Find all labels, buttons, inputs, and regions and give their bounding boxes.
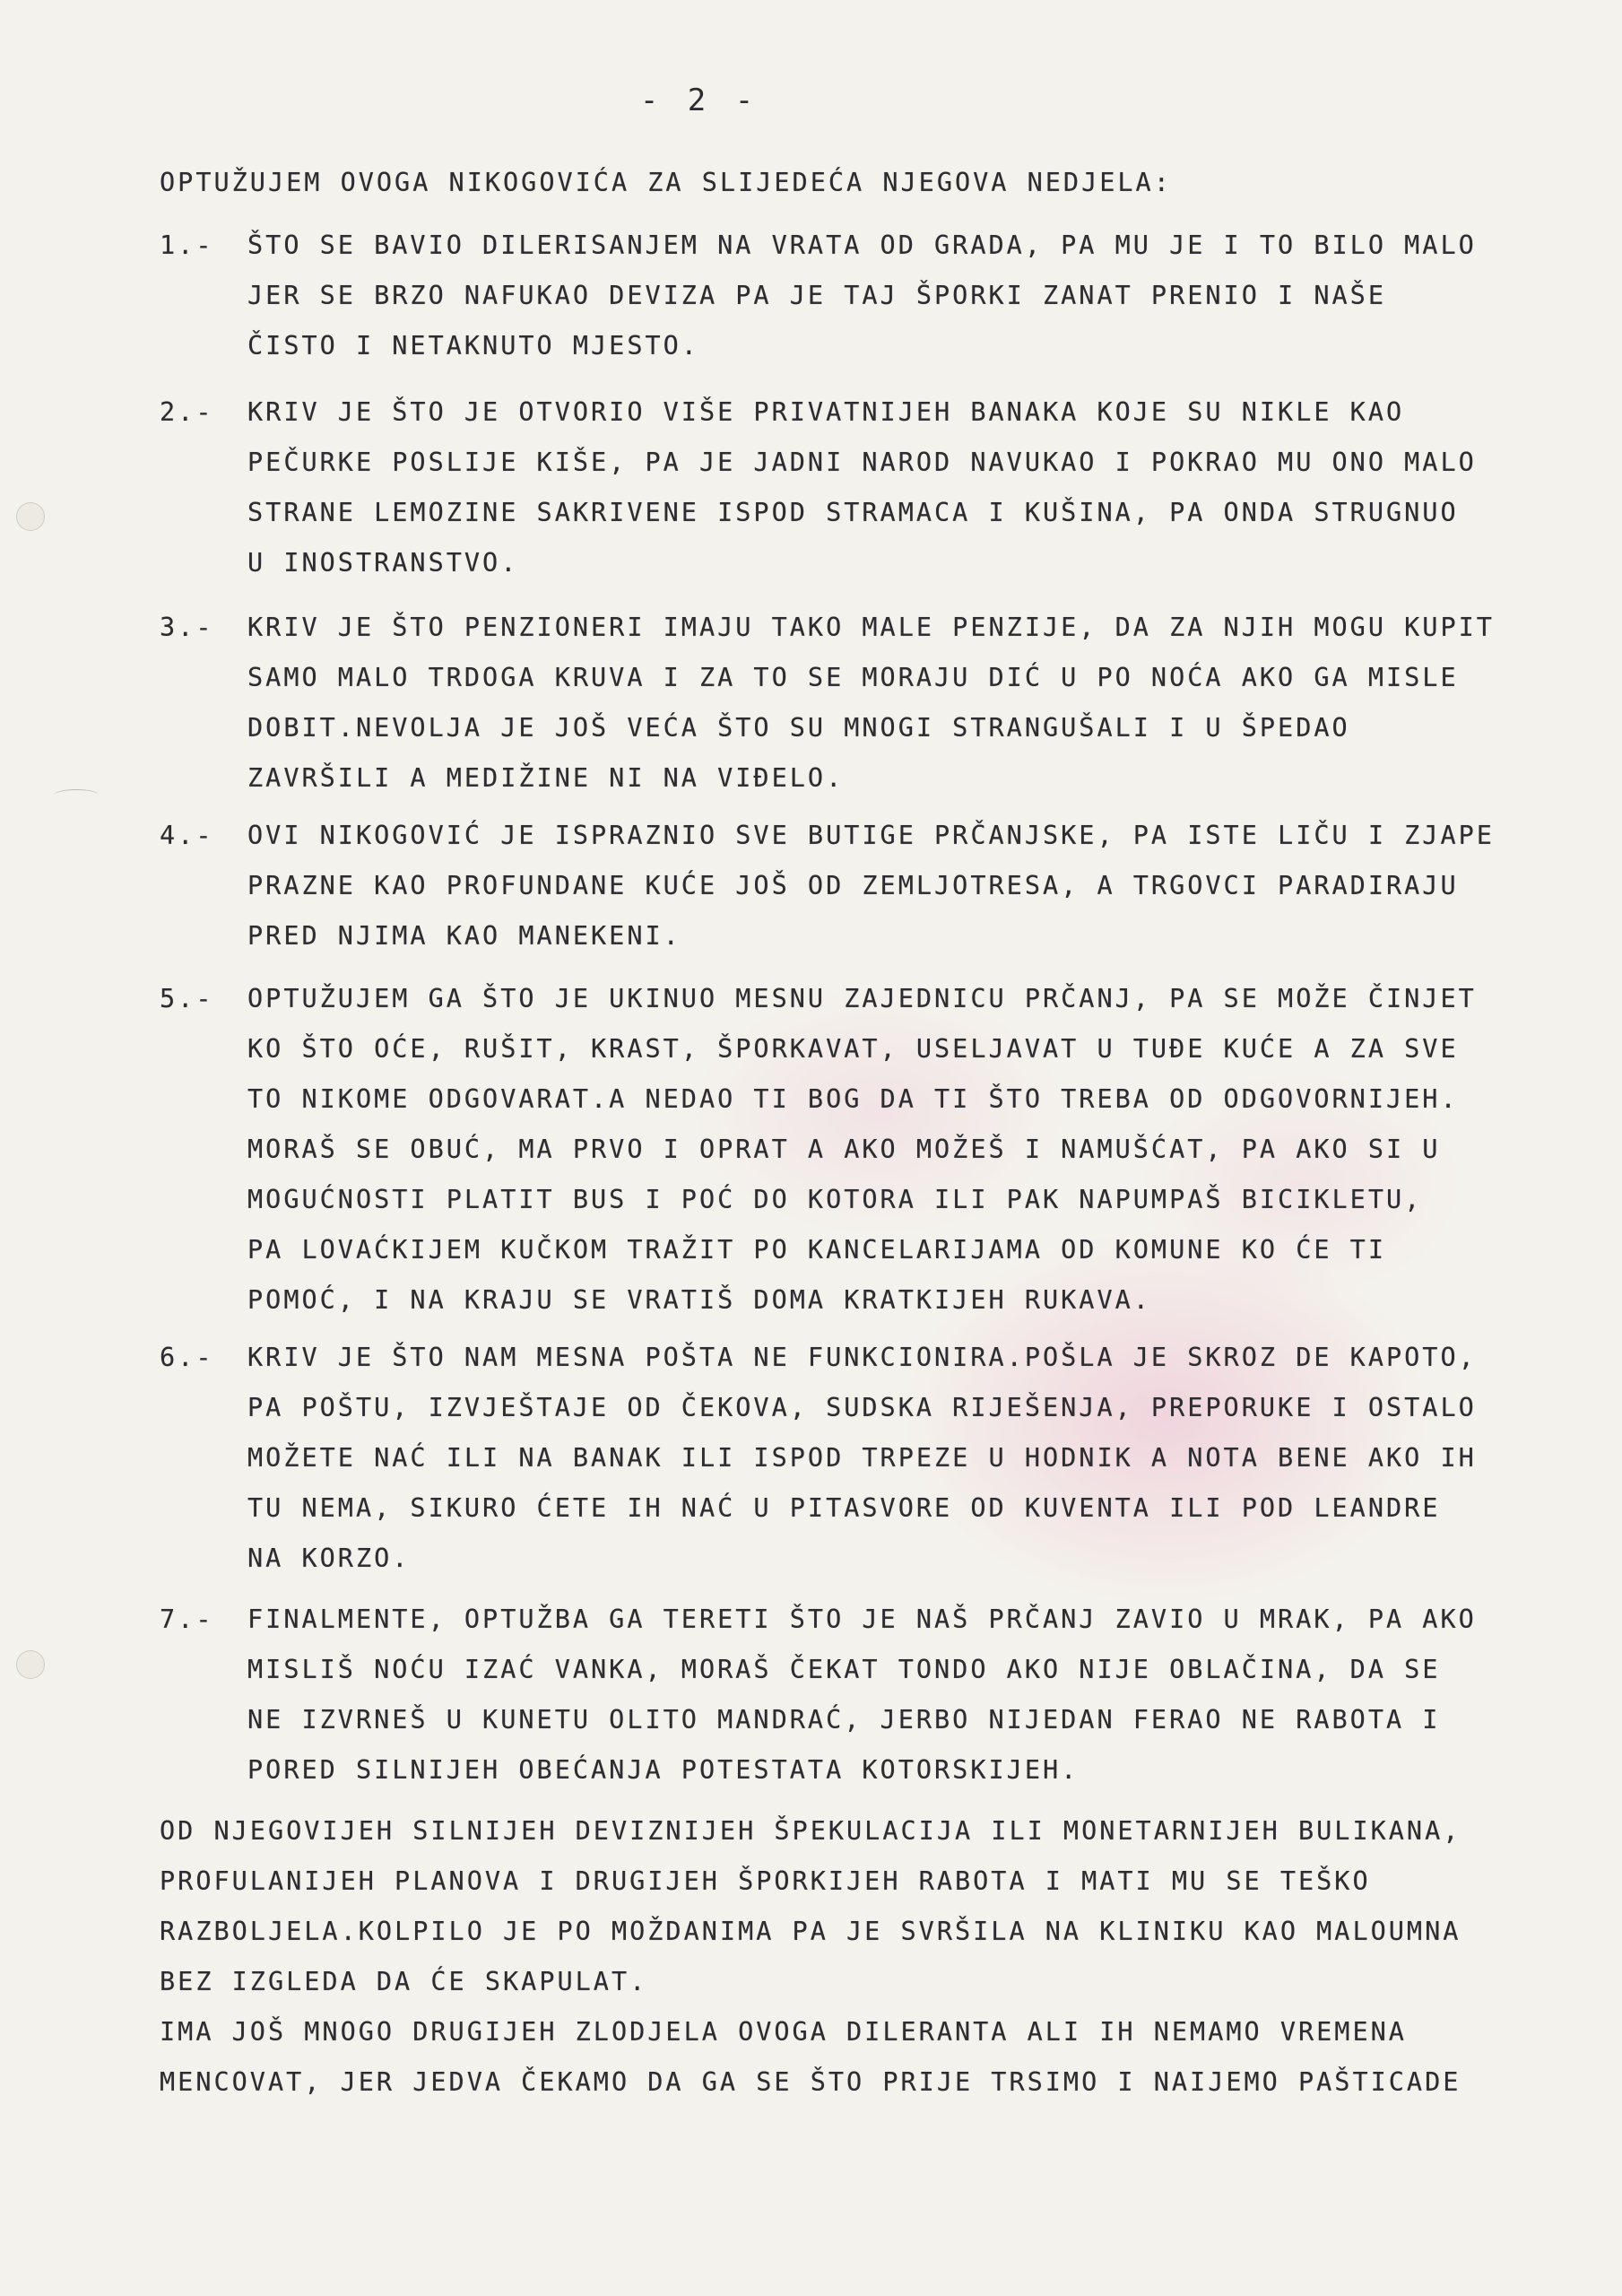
- closing-line: PROFULANIJEH PLANOVA I DRUGIJEH ŠPORKIJEH RABOTA I MATI MU SE TEŠKO: [160, 1866, 1371, 1896]
- item-line: MORAŠ SE OBUĆ, MA PRVO I OPRAT A AKO MOŽEŠ I NAMUŠĆAT, PA AKO SI U: [247, 1135, 1441, 1164]
- item-line: FINALMENTE, OPTUŽBA GA TERETI ŠTO JE NAŠ PRČANJ ZAVIO U MRAK, PA AKO: [247, 1605, 1477, 1634]
- item-line: SAMO MALO TRDOGA KRUVA I ZA TO SE MORAJU DIĆ U PO NOĆA AKO GA MISLE: [247, 663, 1459, 692]
- item-number: 5.-: [160, 984, 214, 1013]
- item-line: PA LOVAĆKIJEM KUČKOM TRAŽIT PO KANCELARIJAMA OD KOMUNE KO ĆE TI: [247, 1235, 1386, 1265]
- closing-line: MENCOVAT, JER JEDVA ČEKAMO DA GA SE ŠTO PRIJE TRSIMO I NAIJEMO PAŠTICADE: [160, 2067, 1462, 2097]
- item-number: 7.-: [160, 1605, 214, 1634]
- item-line: KO ŠTO OĆE, RUŠIT, KRAST, ŠPORKAVAT, USELJAVAT U TUĐE KUĆE A ZA SVE: [247, 1034, 1459, 1064]
- fold-mark: [54, 789, 99, 801]
- item-line: ZAVRŠILI A MEDIŽINE NI NA VIĐELO.: [247, 763, 845, 793]
- item-number: 4.-: [160, 821, 214, 850]
- item-line: OPTUŽUJEM GA ŠTO JE UKINUO MESNU ZAJEDNICU PRČANJ, PA SE MOŽE ČINJET: [247, 984, 1477, 1013]
- item-line: TU NEMA, SIKURO ĆETE IH NAĆ U PITASVORE OD KUVENTA ILI POD LEANDRE: [247, 1493, 1441, 1523]
- item-line: KRIV JE ŠTO NAM MESNA POŠTA NE FUNKCIONIRA.POŠLA JE SKROZ DE KAPOTO,: [247, 1343, 1477, 1372]
- item-line: STRANE LEMOZINE SAKRIVENE ISPOD STRAMACA I KUŠINA, PA ONDA STRUGNUO: [247, 498, 1459, 527]
- item-number: 2.-: [160, 397, 214, 427]
- item-line: NE IZVRNEŠ U KUNETU OLITO MANDRAĆ, JERBO NIJEDAN FERAO NE RABOTA I: [247, 1705, 1441, 1735]
- item-line: NA KORZO.: [247, 1544, 411, 1573]
- closing-line: BEZ IZGLEDA DA ĆE SKAPULAT.: [160, 1967, 648, 1996]
- item-line: MOGUĆNOSTI PLATIT BUS I POĆ DO KOTORA ILI PAK NAPUMPAŠ BICIKLETU,: [247, 1185, 1423, 1214]
- punch-hole-top: [16, 502, 45, 531]
- item-number: 6.-: [160, 1343, 214, 1372]
- item-line: PA POŠTU, IZVJEŠTAJE OD ČEKOVA, SUDSKA RIJEŠENJA, PREPORUKE I OSTALO: [247, 1393, 1477, 1422]
- closing-line: IMA JOŠ MNOGO DRUGIJEH ZLODJELA OVOGA DILERANTA ALI IH NEMAMO VREMENA: [160, 2017, 1407, 2047]
- item-line: PEČURKE POSLIJE KIŠE, PA JE JADNI NAROD NAVUKAO I POKRAO MU ONO MALO: [247, 448, 1477, 477]
- item-line: KRIV JE ŠTO JE OTVORIO VIŠE PRIVATNIJEH BANAKA KOJE SU NIKLE KAO: [247, 397, 1405, 427]
- item-line: JER SE BRZO NAFUKAO DEVIZA PA JE TAJ ŠPORKI ZANAT PRENIO I NAŠE: [247, 281, 1386, 310]
- punch-hole-bottom: [16, 1650, 45, 1679]
- item-line: PRED NJIMA KAO MANEKENI.: [247, 921, 681, 951]
- item-line: OVI NIKOGOVIĆ JE ISPRAZNIO SVE BUTIGE PRČANJSKE, PA ISTE LIČU I ZJAPE: [247, 821, 1495, 850]
- item-line: MOŽETE NAĆ ILI NA BANAK ILI ISPOD TRPEZE U HODNIK A NOTA BENE AKO IH: [247, 1443, 1477, 1473]
- item-line: DOBIT.NEVOLJA JE JOŠ VEĆA ŠTO SU MNOGI STRANGUŠALI I U ŠPEDAO: [247, 713, 1350, 743]
- closing-line: OD NJEGOVIJEH SILNIJEH DEVIZNIJEH ŠPEKULACIJA ILI MONETARNIJEH BULIKANA,: [160, 1816, 1462, 1846]
- item-line: ČISTO I NETAKNUTO MJESTO.: [247, 331, 699, 361]
- item-line: POMOĆ, I NA KRAJU SE VRATIŠ DOMA KRATKIJEH RUKAVA.: [247, 1285, 1151, 1315]
- item-number: 1.-: [160, 230, 214, 260]
- closing-line: RAZBOLJELA.KOLPILO JE PO MOŽDANIMA PA JE SVRŠILA NA KLINIKU KAO MALOUMNA: [160, 1917, 1462, 1946]
- item-line: TO NIKOME ODGOVARAT.A NEDAO TI BOG DA TI ŠTO TREBA OD ODGOVORNIJEH.: [247, 1084, 1459, 1114]
- item-line: U INOSTRANSTVO.: [247, 548, 519, 578]
- page-number: - 2 -: [639, 83, 759, 118]
- item-line: MISLIŠ NOĆU IZAĆ VANKA, MORAŠ ČEKAT TONDO AKO NIJE OBLAČINA, DA SE: [247, 1655, 1441, 1684]
- item-line: PRAZNE KAO PROFUNDANE KUĆE JOŠ OD ZEMLJOTRESA, A TRGOVCI PARADIRAJU: [247, 871, 1459, 900]
- closing-paragraph: [160, 1806, 1461, 2108]
- item-line: PORED SILNIJEH OBEĆANJA POTESTATA KOTORSKIJEH.: [247, 1755, 1080, 1785]
- document-heading: OPTUŽUJEM OVOGA NIKOGOVIĆA ZA SLIJEDEĆA NJEGOVA NEDJELA:: [160, 168, 1172, 197]
- item-line: ŠTO SE BAVIO DILERISANJEM NA VRATA OD GRADA, PA MU JE I TO BILO MALO: [247, 230, 1477, 260]
- item-number: 3.-: [160, 613, 214, 642]
- item-line: KRIV JE ŠTO PENZIONERI IMAJU TAKO MALE PENZIJE, DA ZA NJIH MOGU KUPIT: [247, 613, 1495, 642]
